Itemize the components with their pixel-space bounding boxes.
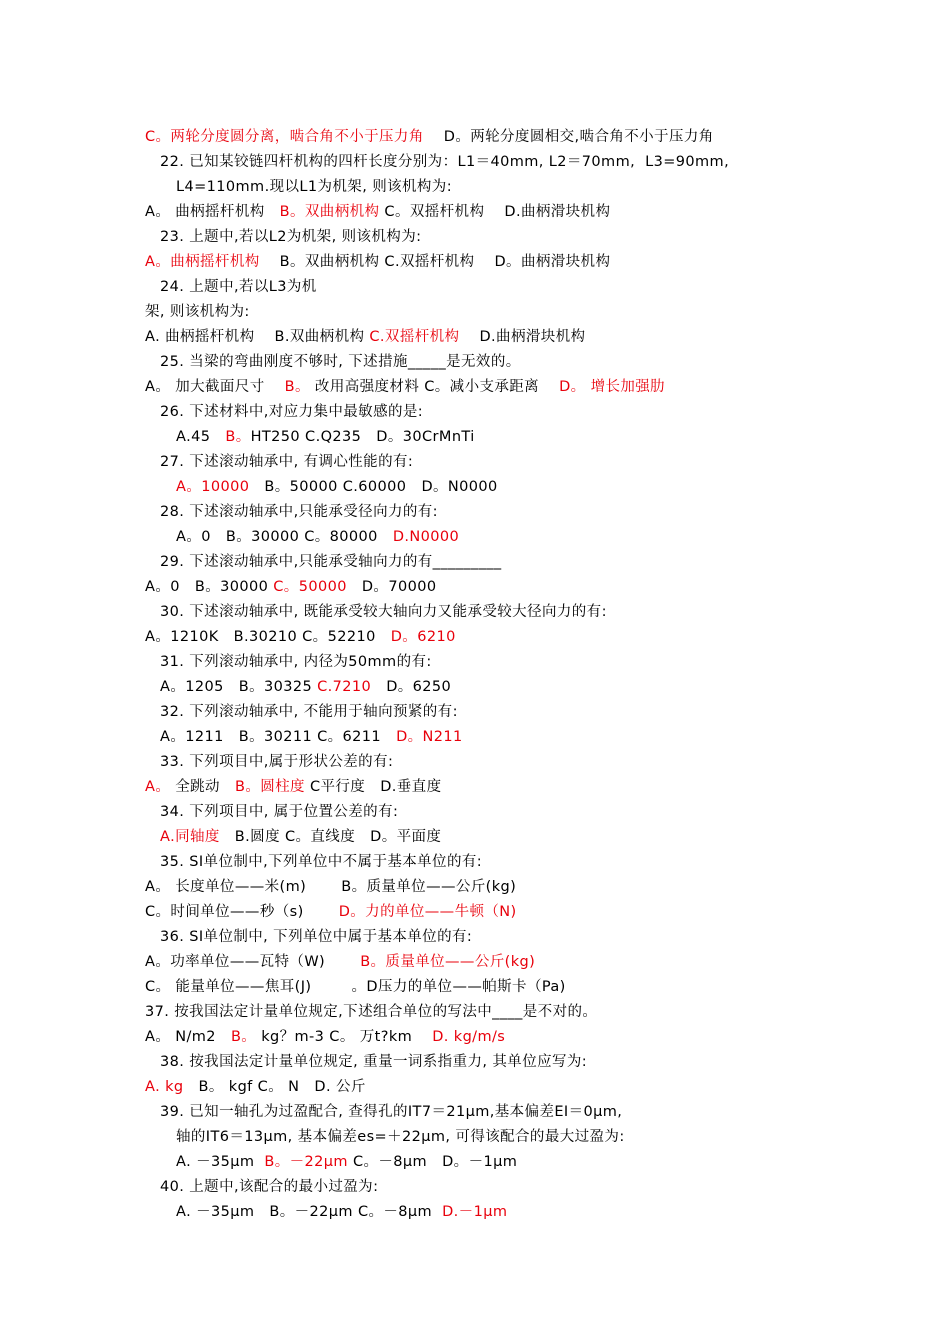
text-segment: 26. 下述材料中,对应力集中最敏感的是: xyxy=(160,404,424,420)
text-line xyxy=(145,1077,366,1097)
text-segment: A。 曲柄摇杆机构 xyxy=(145,204,280,220)
answer-highlight: C。50000 xyxy=(273,579,347,595)
text-segment: 36. SI单位制中, 下列单位中属于基本单位的有: xyxy=(160,929,473,945)
answer-highlight: D.－1μm xyxy=(442,1204,508,1220)
answer-highlight: C.7210 xyxy=(317,679,372,695)
text-line xyxy=(176,477,498,497)
text-line xyxy=(160,652,432,672)
text-line xyxy=(160,927,472,947)
text-segment: 27. 下述滚动轴承中, 有调心性能的有: xyxy=(160,454,414,470)
text-line xyxy=(145,627,456,647)
text-segment: 全跳动 xyxy=(170,779,235,795)
text-line xyxy=(145,252,610,272)
text-segment: 轴的IT6＝13μm, 基本偏差es=＋22μm, 可得该配合的最大过盈为: xyxy=(176,1129,625,1145)
text-line xyxy=(145,977,566,997)
text-segment: A.45 xyxy=(176,429,226,445)
text-line xyxy=(176,1127,625,1147)
text-line xyxy=(145,952,535,972)
text-segment: A。 长度单位——米(m) B。质量单位——公斤(kg) xyxy=(145,879,517,895)
text-line xyxy=(160,677,451,697)
text-segment: kg？m-3 C。 万t?km xyxy=(256,1029,433,1045)
text-segment: C。 能量单位——焦耳(J) 。D压力的单位——帕斯卡（Pa) xyxy=(145,979,566,995)
text-segment: 24. 上题中,若以L3为机 xyxy=(160,279,317,295)
text-segment: A. 曲柄摇杆机构 B.双曲柄机构 xyxy=(145,329,370,345)
text-line xyxy=(160,702,458,722)
text-segment: A. －35μm xyxy=(176,1154,265,1170)
text-line xyxy=(145,327,585,347)
text-line xyxy=(145,877,516,897)
text-segment: B。 kgf C。 N D. 公斤 xyxy=(183,1079,366,1095)
text-segment: B。双曲柄机构 C.双摇杆机构 D。曲柄滑块机构 xyxy=(259,254,611,270)
text-line xyxy=(160,802,398,822)
text-segment: 40. 上题中,该配合的最小过盈为: xyxy=(160,1179,379,1195)
text-line xyxy=(160,1102,622,1122)
text-segment: 37. 按我国法定计量单位规定,下述组合单位的写法中____是不对的。 xyxy=(145,1004,598,1020)
text-segment: C平行度 D.垂直度 xyxy=(304,779,442,795)
text-line xyxy=(176,527,459,547)
text-segment: 35. SI单位制中,下列单位中不属于基本单位的有: xyxy=(160,854,483,870)
text-segment: 30. 下述滚动轴承中, 既能承受较大轴向力又能承受较大径向力的有: xyxy=(160,604,607,620)
text-segment: 33. 下列项目中,属于形状公差的有: xyxy=(160,754,394,770)
text-segment: 25. 当梁的弯曲刚度不够时, 下述措施_____是无效的。 xyxy=(160,354,521,370)
text-line xyxy=(145,902,517,922)
text-line xyxy=(145,1027,505,1047)
answer-highlight: D。 增长加强肋 xyxy=(559,379,666,395)
answer-highlight: D。力的单位——牛顿（N) xyxy=(338,904,517,920)
text-line xyxy=(160,727,463,747)
text-segment: 39. 已知一轴孔为过盈配合, 查得孔的IT7＝21μm,基本偏差EI＝0μm, xyxy=(160,1104,623,1120)
text-segment: 29. 下述滚动轴承中,只能承受轴向力的有_________ xyxy=(160,554,502,570)
text-segment: B。50000 C.60000 D。N0000 xyxy=(249,479,498,495)
text-line xyxy=(160,602,607,622)
text-segment: A。1210K B.30210 C。52210 xyxy=(145,629,391,645)
text-segment: HT250 C.Q235 D。30CrMnTi xyxy=(250,429,475,445)
text-line xyxy=(145,777,441,797)
text-segment: 22. 已知某铰链四杆机构的四杆长度分别为：L1＝40mm, L2＝70mm, L3=90mm, xyxy=(160,154,730,170)
text-line xyxy=(160,752,393,772)
text-segment: 38. 按我国法定计量单位规定, 重量一词系指重力, 其单位应写为: xyxy=(160,1054,588,1070)
text-segment: A。 N/m2 xyxy=(145,1029,231,1045)
text-line xyxy=(145,377,665,397)
text-line xyxy=(145,127,714,147)
answer-highlight: D. kg/m/s xyxy=(432,1029,506,1045)
answer-highlight: B。质量单位——公斤(kg) xyxy=(360,954,536,970)
text-line xyxy=(145,202,610,222)
text-line xyxy=(145,1002,597,1022)
answer-highlight: A.同轴度 xyxy=(160,829,220,845)
answer-highlight: C。两轮分度圆分离，啮合角不小于压力角 xyxy=(145,129,424,145)
answer-highlight: A. kg xyxy=(145,1079,184,1095)
text-segment: C。时间单位——秒（s) xyxy=(145,904,339,920)
text-segment: B.圆度 C。直线度 D。平面度 xyxy=(219,829,442,845)
text-segment: C。－8μm D。－1μm xyxy=(347,1154,518,1170)
answer-highlight: B。－22μm xyxy=(264,1154,348,1170)
text-segment: D.曲柄滑块机构 xyxy=(459,329,586,345)
answer-highlight: C.双摇杆机构 xyxy=(369,329,460,345)
text-line xyxy=(176,1202,507,1222)
text-line xyxy=(145,302,250,322)
text-segment: 34. 下列项目中, 属于位置公差的有: xyxy=(160,804,399,820)
text-line xyxy=(160,1052,587,1072)
text-line xyxy=(160,402,423,422)
text-segment: A. －35μm B。－22μm C。－8μm xyxy=(176,1204,443,1220)
text-segment: D。70000 xyxy=(346,579,437,595)
text-segment: A。1205 B。30325 xyxy=(160,679,318,695)
text-line xyxy=(160,827,441,847)
text-segment: 改用高强度材料 C。减小支承距离 xyxy=(309,379,560,395)
text-segment: 23. 上题中,若以L2为机架, 则该机构为: xyxy=(160,229,422,245)
answer-highlight: D。6210 xyxy=(390,629,456,645)
text-line xyxy=(160,1177,378,1197)
answer-highlight: A。曲柄摇杆机构 xyxy=(145,254,260,270)
text-segment: 31. 下列滚动轴承中, 内径为50mm的有: xyxy=(160,654,432,670)
answer-highlight: B。 xyxy=(284,379,310,395)
text-segment: A。 加大截面尺寸 xyxy=(145,379,285,395)
text-segment: D。6250 xyxy=(371,679,452,695)
text-segment: A。功率单位——瓦特（W) xyxy=(145,954,361,970)
text-line xyxy=(160,227,421,247)
text-line xyxy=(160,452,413,472)
answer-highlight: B。圆柱度 xyxy=(234,779,305,795)
text-line xyxy=(176,427,475,447)
answer-highlight: D。N211 xyxy=(396,729,463,745)
text-line xyxy=(145,577,436,597)
text-segment: A。0 B。30000 C。80000 xyxy=(176,529,393,545)
answer-highlight: B。双曲柄机构 xyxy=(279,204,380,220)
text-line xyxy=(160,552,502,572)
text-line xyxy=(160,277,317,297)
answer-highlight: D.N0000 xyxy=(392,529,460,545)
text-segment: 28. 下述滚动轴承中,只能承受径向力的有: xyxy=(160,504,438,520)
text-segment: C。双摇杆机构 D.曲柄滑块机构 xyxy=(379,204,611,220)
text-line xyxy=(160,152,729,172)
text-segment: A。1211 B。30211 C。6211 xyxy=(160,729,397,745)
text-line xyxy=(160,352,521,372)
text-line xyxy=(176,177,452,197)
text-line xyxy=(160,502,438,522)
text-line xyxy=(160,852,482,872)
text-segment: L4=110mm.现以L1为机架, 则该机构为: xyxy=(176,179,452,195)
answer-highlight: B。 xyxy=(230,1029,257,1045)
text-segment: 架, 则该机构为: xyxy=(145,304,250,320)
text-segment: D。两轮分度圆相交,啮合角不小于压力角 xyxy=(423,129,714,145)
answer-highlight: A。 xyxy=(145,779,171,795)
answer-highlight: A。10000 xyxy=(176,479,250,495)
text-line xyxy=(176,1152,517,1172)
text-segment: A。0 B。30000 xyxy=(145,579,274,595)
answer-highlight: B。 xyxy=(225,429,251,445)
text-segment: 32. 下列滚动轴承中, 不能用于轴向预紧的有: xyxy=(160,704,458,720)
